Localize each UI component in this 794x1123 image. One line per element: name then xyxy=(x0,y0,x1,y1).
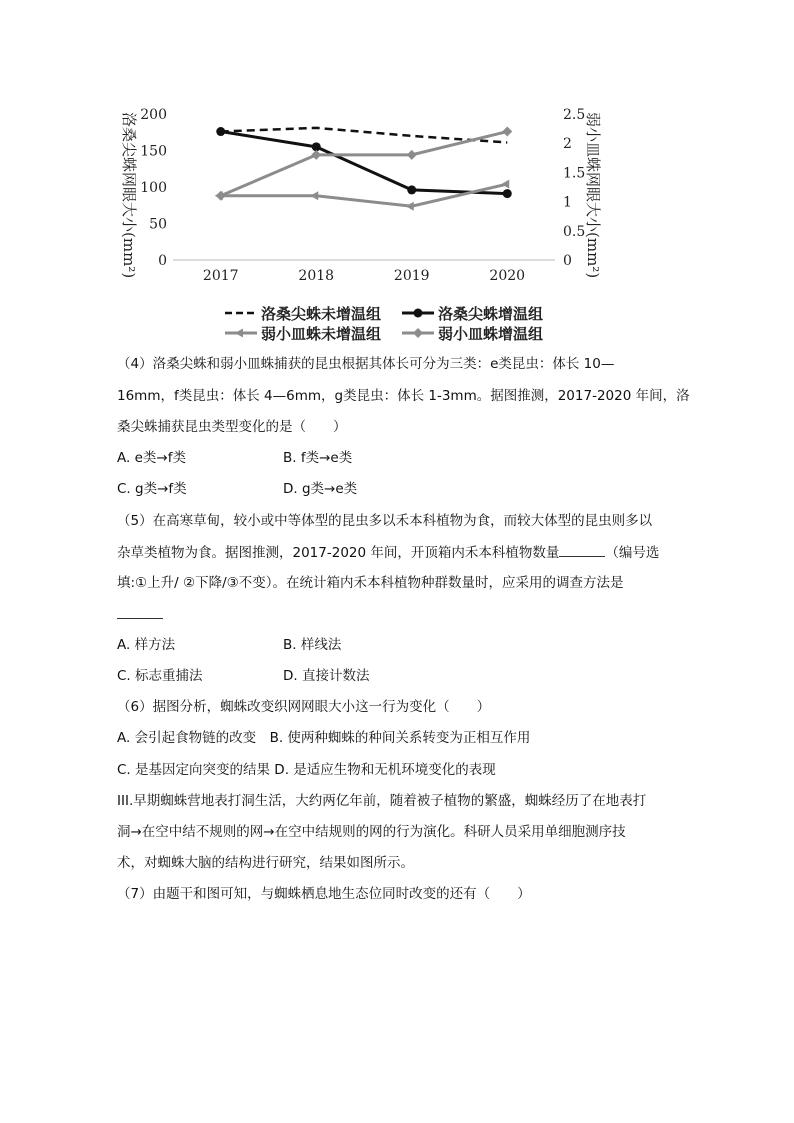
answer-blank[interactable] xyxy=(559,542,605,557)
series-4-point xyxy=(311,150,321,160)
q4-option-d[interactable]: D. g类→e类 xyxy=(283,481,358,497)
x-tick-label: 2018 xyxy=(298,268,335,284)
y-right-tick-label: 2.5 xyxy=(563,107,586,123)
y-left-axis-title: 洛桑尖蛛网眼大小(mm²) xyxy=(120,112,138,279)
series-2-point xyxy=(407,185,416,194)
q5-option-c[interactable]: C. 标志重捕法 xyxy=(117,668,203,684)
series-line-4 xyxy=(221,132,508,196)
series-line-3 xyxy=(221,184,508,206)
y-left-tick-label: 100 xyxy=(140,180,167,196)
series-4-point xyxy=(216,191,226,201)
y-right-tick-label: 0.5 xyxy=(563,223,586,240)
part3-line-2: 洞→在空中结不规则的网→在空中结规则的网的行为演化。科研人员采用单细胞测序技 xyxy=(117,824,626,840)
series-3-point xyxy=(406,202,414,211)
series-4-point xyxy=(502,127,512,137)
line-chart xyxy=(110,100,630,350)
q5-line-3: 填:①上升/ ②下降/③不变）。在统计箱内禾本科植物种群数量时，应采用的调查方法是 xyxy=(117,575,624,591)
q7-line-1: （7）由题干和图可知，与蜘蛛栖息地生态位同时改变的还有（ ） xyxy=(117,886,531,902)
q5-line-2 xyxy=(117,542,659,563)
series-4-point xyxy=(407,150,417,160)
series-3-point xyxy=(310,191,318,200)
x-tick-label: 2020 xyxy=(489,268,526,284)
q5-blank-line xyxy=(117,604,163,625)
series-line-1 xyxy=(221,128,508,143)
q5-line-2-tail: （编号选 xyxy=(605,545,660,561)
y-left-tick-label: 150 xyxy=(140,143,167,160)
y-left-tick-label: 200 xyxy=(140,107,167,123)
y-right-tick-label: 2 xyxy=(563,136,572,153)
q6-line-1: （6）据图分析，蜘蛛改变织网网眼大小这一行为变化（ ） xyxy=(117,699,491,715)
chart-axes xyxy=(120,107,602,284)
series-2-point xyxy=(216,127,225,136)
legend-label-1: 洛桑尖蛛未增温组 xyxy=(261,305,382,323)
y-right-tick-label: 1 xyxy=(563,194,572,211)
y-left-tick-label: 50 xyxy=(149,216,167,233)
series-2-point xyxy=(503,189,512,198)
chart-legend xyxy=(225,305,543,343)
y-right-tick-label: 0 xyxy=(563,253,572,269)
part3-line-1: III.早期蜘蛛营地表打洞生活，大约两亿年前，随着被子植物的繁盛，蜘蛛经历了在地表打 xyxy=(117,793,647,809)
series-3-point xyxy=(501,180,509,189)
x-tick-label: 2017 xyxy=(202,268,239,284)
q5-line-1: （5）在高寒草甸，较小或中等体型的昆虫多以禾本科植物为食，而较大体型的昆虫则多以 xyxy=(117,513,653,529)
q6-options-ab[interactable]: A. 会引起食物链的改变 B. 使两种蜘蛛的种间关系转变为正相互作用 xyxy=(117,730,531,746)
y-right-axis-title: 弱小皿蛛网眼大小(mm²) xyxy=(584,112,602,279)
x-tick-label: 2019 xyxy=(393,268,430,284)
q4-line-3: 桑尖蛛捕获昆虫类型变化的是（ ） xyxy=(117,419,347,435)
legend-label-2: 洛桑尖蛛增温组 xyxy=(438,305,544,323)
y-right-tick-label: 1.5 xyxy=(563,165,586,182)
q4-line-2: 16mm，f类昆虫：体长 4—6mm，g类昆虫：体长 1-3mm。据图推测，2017-2020 年间，洛 xyxy=(117,388,690,404)
legend-marker-4 xyxy=(413,328,423,338)
q6-options-cd[interactable]: C. 是基因定向突变的结果 D. 是适应生物和无机环境变化的表现 xyxy=(117,762,496,778)
y-left-tick-label: 0 xyxy=(158,253,167,269)
legend-label-3: 弱小皿蛛未增温组 xyxy=(261,325,382,343)
q5-option-d[interactable]: D. 直接计数法 xyxy=(283,668,370,684)
legend-marker-2 xyxy=(414,309,423,318)
q5-line-2-text: 杂草类植物为食。据图推测，2017-2020 年间，开顶箱内禾本科植物数量 xyxy=(117,545,560,561)
q4-option-b[interactable]: B. f类→e类 xyxy=(283,450,353,466)
q4-option-c[interactable]: C. g类→f类 xyxy=(117,481,187,497)
q4-line-1: （4）洛桑尖蛛和弱小皿蛛捕获的昆虫根据其体长可分为三类：e类昆虫：体长 10— xyxy=(117,356,615,372)
legend-marker-3 xyxy=(235,329,243,338)
q5-option-a[interactable]: A. 样方法 xyxy=(117,637,176,653)
q4-option-a[interactable]: A. e类→f类 xyxy=(117,450,186,466)
chart-series xyxy=(215,127,513,211)
legend-label-4: 弱小皿蛛增温组 xyxy=(438,325,544,343)
part3-line-3: 术，对蜘蛛大脑的结构进行研究，结果如图所示。 xyxy=(117,855,414,871)
answer-blank[interactable] xyxy=(117,604,163,619)
q5-option-b[interactable]: B. 样线法 xyxy=(283,637,342,653)
